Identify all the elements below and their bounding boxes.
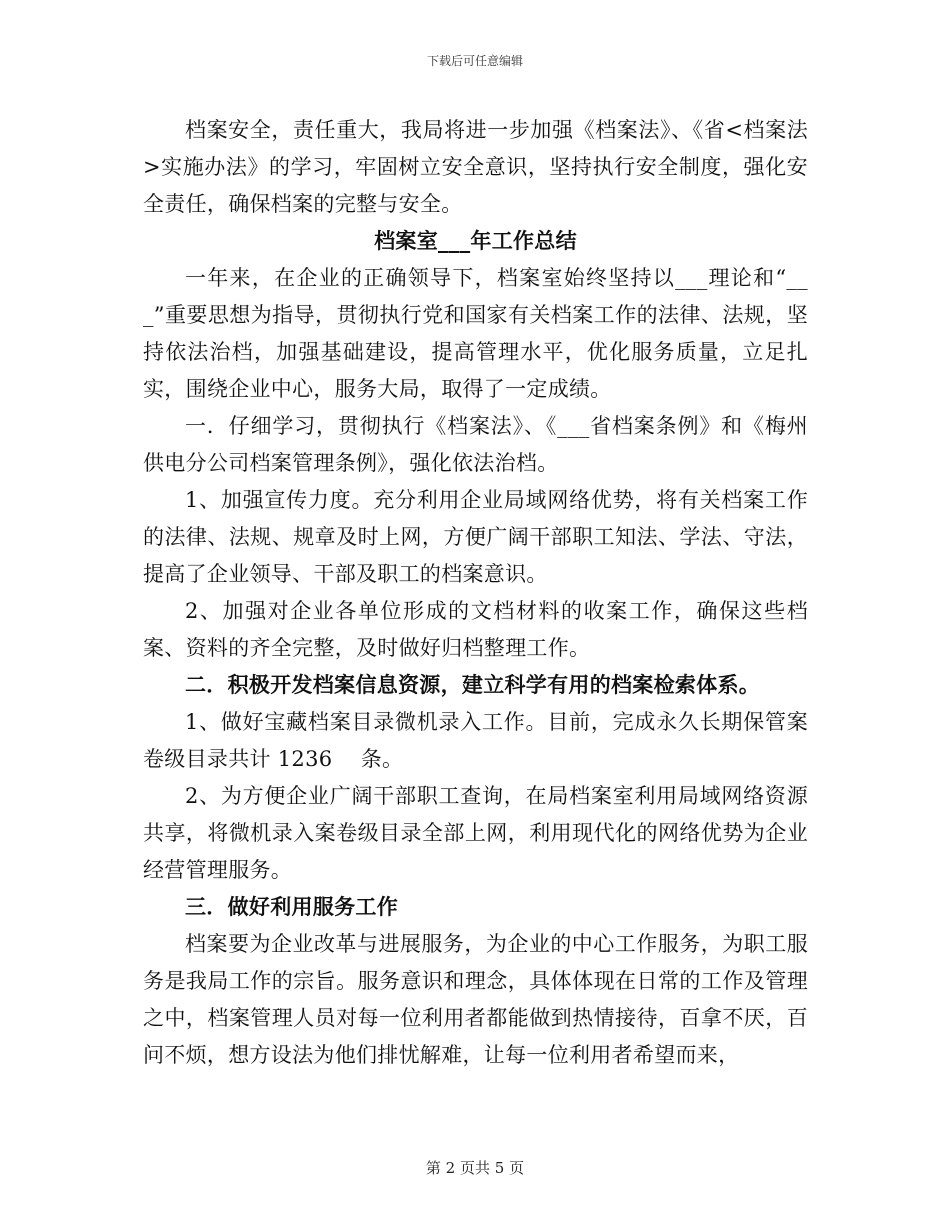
paragraph-item-1: 1、加强宣传力度。充分利用企业局域网络优势，将有关档案工作的法律、法规、规章及时上网，方便广阔干部职工知法、学法、守法，提高了企业领导、干部及职工的档案意识。 <box>143 488 808 586</box>
page-footer: 第 2 页共 5 页 <box>425 1159 525 1177</box>
heading-info-resources: 二．积极开发档案信息资源，建立科学有用的档案检索体系。 <box>185 673 761 697</box>
heading-service-work: 三．做好利用服务工作 <box>185 895 398 919</box>
paragraph-service: 档案要为企业改革与进展服务，为企业的中心工作服务，为职工服务是我局工作的宗旨。服务意识和理念，具体体现在日常的工作及管理之中，档案管理人员对每一位利用者都能做到热情接待，百拿不厌，百问不烦，想方设法为他们排忧解难，让每一位利用者希望而来， <box>143 932 808 1067</box>
paragraph-network-sharing: 2、为方便企业广阔干部职工查询，在局档案室利用局域网络资源共享，将微机录入案卷级目录全部上网，利用现代化的网络优势为企业经营管理服务。 <box>143 784 808 882</box>
paragraph-intro: 一年来，在企业的正确领导下，档案室始终坚持以___理论和“___”重要思想为指导，贯彻执行党和国家有关档案工作的法律、法规，坚持依法治档，加强基础建设，提高管理水平，优化服务质量，立足扎实，围绕企业中心，服务大局，取得了一定成绩。 <box>143 266 808 401</box>
document-body <box>143 112 808 1074</box>
paragraph-item-2: 2、加强对企业各单位形成的文档材料的收案工作，确保这些档案、资料的齐全完整，及时做好归档整理工作。 <box>143 599 808 660</box>
heading-study-law: 一．仔细学习，贯彻执行《档案法》、《___省档案条例》和《梅州供电分公司档案管理条例》，强化依法治档。 <box>143 414 808 475</box>
page-header: 下载后可任意编辑 <box>426 54 523 68</box>
section-title: 档案室___年工作总结 <box>374 229 577 253</box>
paragraph-catalog-entry: 1、做好宝藏档案目录微机录入工作。目前，完成永久长期保管案卷级目录共计 1236 条。 <box>143 710 808 771</box>
paragraph-archive-safety: 档案安全，责任重大，我局将进一步加强《档案法》、《省<档案法>实施办法》的学习，牢固树立安全意识，坚持执行安全制度，强化安全责任，确保档案的完整与安全。 <box>143 118 808 216</box>
